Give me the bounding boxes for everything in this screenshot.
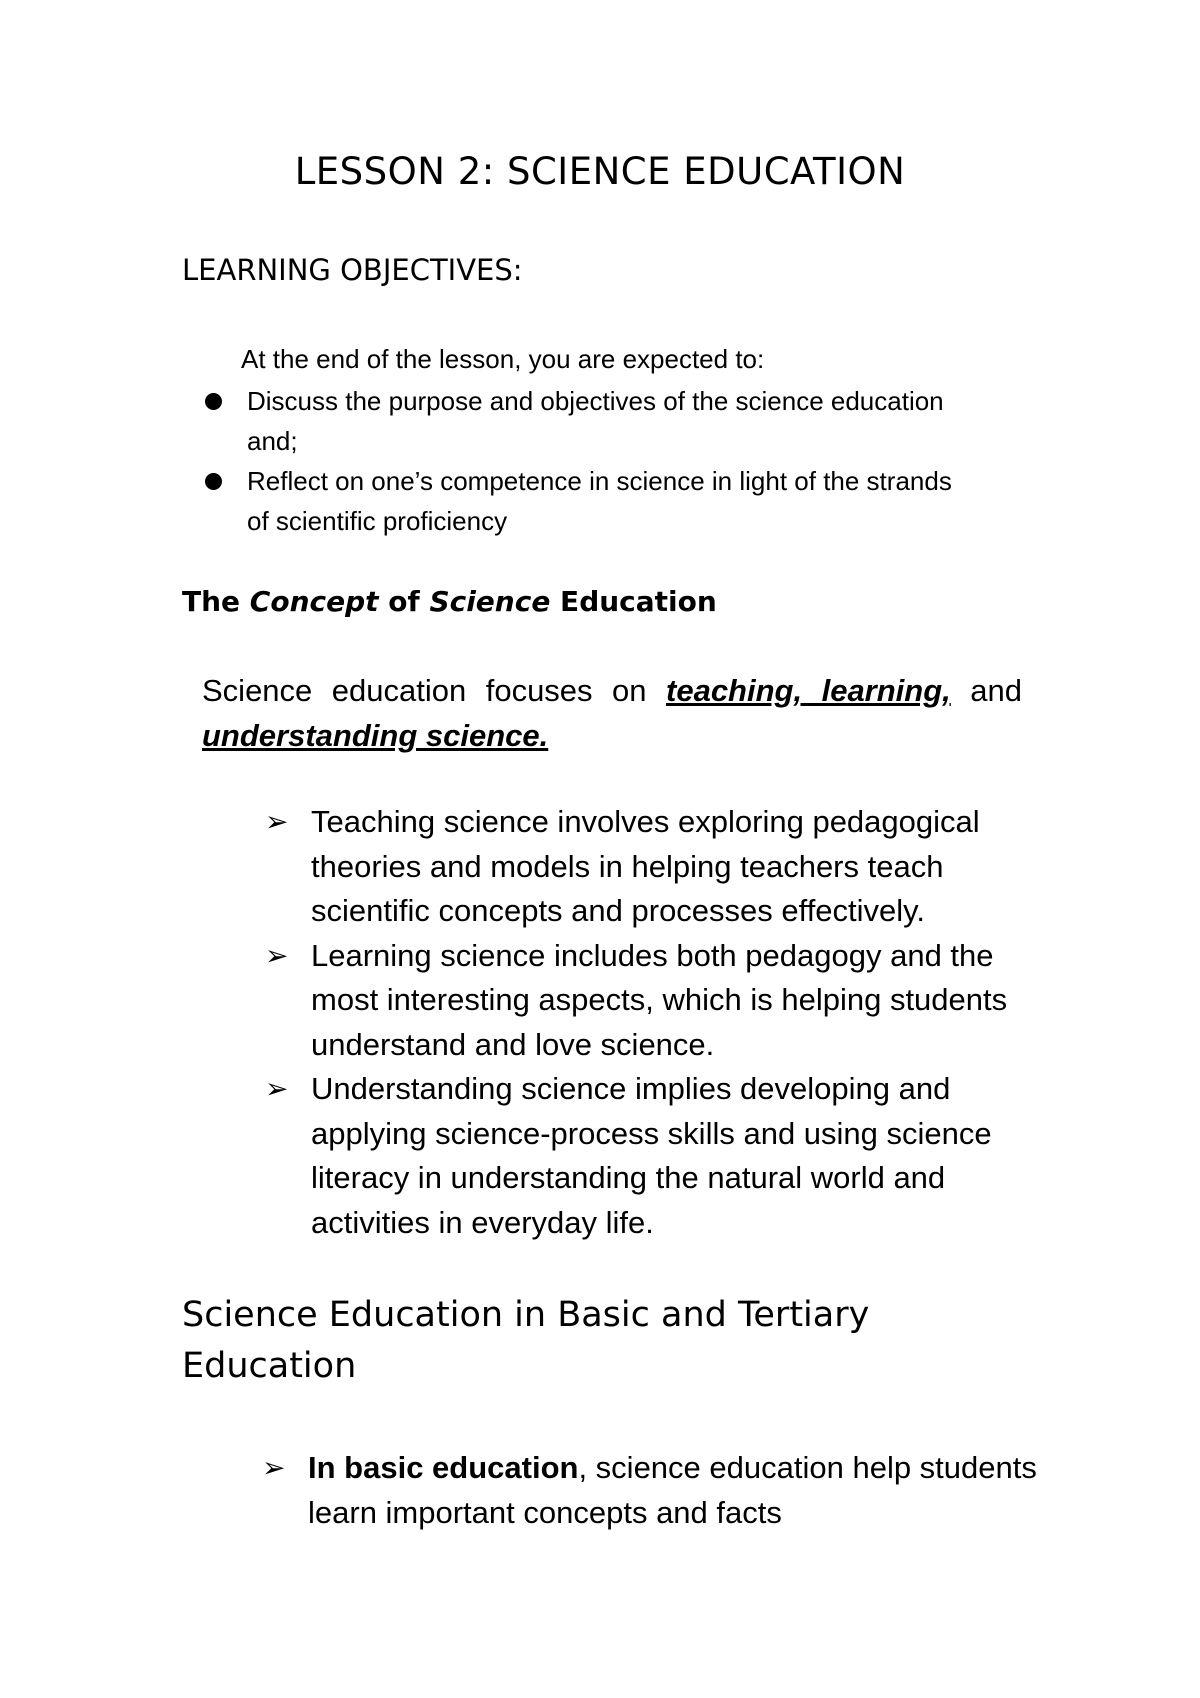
arrow-bullet-icon: ➢ [265, 805, 289, 838]
concept-heading-part: Science [429, 585, 551, 618]
arrow-bullet-icon: ➢ [262, 1451, 286, 1484]
lesson-title: LESSON 2: SCIENCE EDUCATION [294, 150, 906, 193]
lead-and: and [950, 673, 1022, 708]
bullet-icon [205, 473, 222, 490]
objectives-intro: At the end of the lesson, you are expected to: [241, 344, 765, 374]
point-text: Learning science includes both pedagogy and the most interesting aspects, which is helping students understand and love science. [311, 937, 1008, 1062]
list-item [205, 461, 965, 541]
learning-objectives-heading: LEARNING OBJECTIVES: [182, 253, 523, 287]
objectives-list [205, 381, 965, 541]
point-text: Teaching science involves exploring pedagogical theories and models in helping teachers teach scientific concepts and processes effectively. [311, 804, 980, 928]
concept-points-list [265, 800, 1045, 1245]
objective-text: Reflect on one’s competence in science in light of the strands of scientific proficiency [247, 466, 952, 536]
concept-heading-part: Concept [249, 585, 379, 618]
arrow-bullet-icon: ➢ [265, 1072, 289, 1105]
lead-text: Science education focuses on [202, 673, 667, 708]
arrow-bullet-icon: ➢ [265, 938, 289, 972]
list-item [262, 1446, 1042, 1535]
list-item [265, 800, 1045, 934]
concept-heading-part: of [378, 585, 430, 618]
objective-text: Discuss the purpose and objectives of the science education and; [247, 386, 944, 456]
concept-heading [182, 585, 717, 618]
emphasis-understanding: understanding science. [202, 718, 549, 753]
concept-lead-paragraph [202, 668, 1022, 758]
bullet-icon [205, 393, 222, 410]
concept-heading-part: Education [550, 585, 717, 618]
list-item [205, 381, 965, 461]
basic-education-label: In basic education [308, 1450, 579, 1485]
emphasis-teaching-learning: teaching, learning, [666, 673, 951, 708]
list-item [265, 1067, 1045, 1245]
concept-heading-part: The [182, 585, 250, 618]
list-item [265, 934, 1045, 1068]
point-text: , science education help students learn important concepts and facts [308, 1450, 1037, 1530]
basic-tertiary-heading: Science Education in Basic and Tertiary Education [182, 1295, 870, 1386]
point-text: Understanding science implies developing and applying science-process skills and using science literacy in understanding the natural world and activities in everyday life. [311, 1071, 992, 1240]
basic-tertiary-list [262, 1446, 1042, 1535]
